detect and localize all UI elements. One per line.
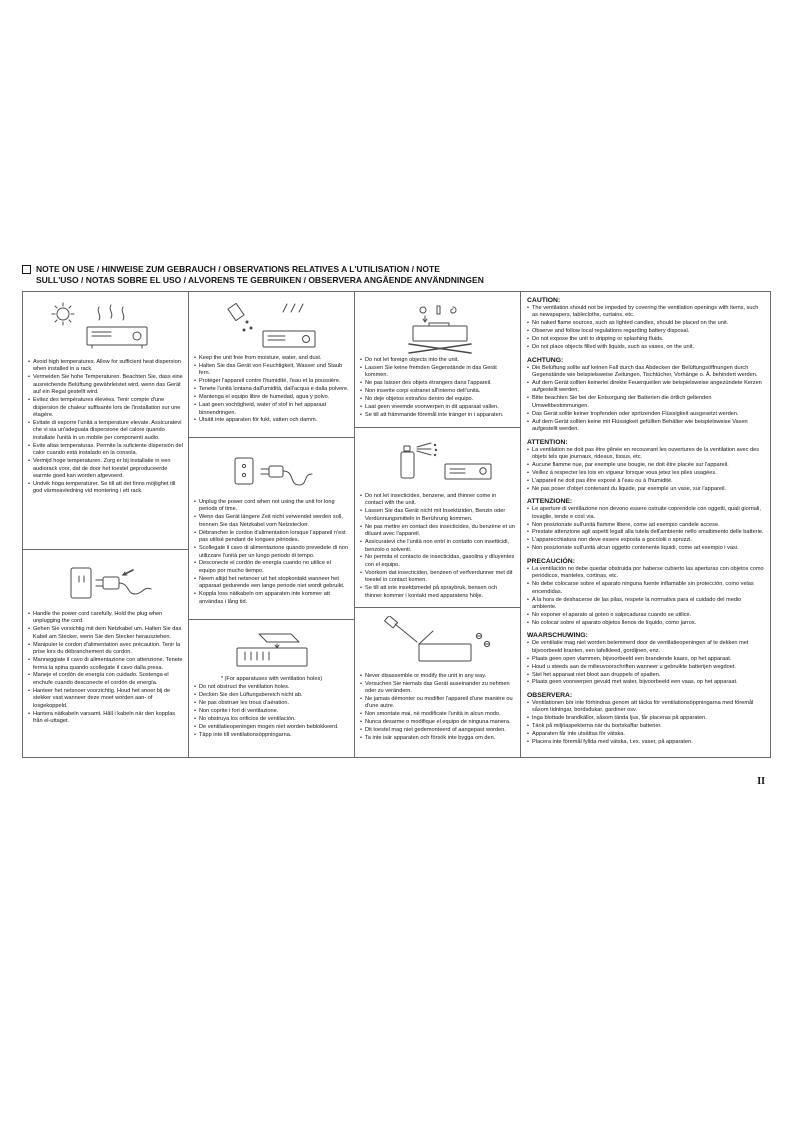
caution-bullet-list xyxy=(527,640,764,687)
note-bullet: • Assicuratevi che l'unità non entri in contatto con insetticidi, benzolo o solventi. xyxy=(360,539,515,554)
note-bullet: • Do not let foreign objects into the unit. xyxy=(360,357,515,364)
note-cell-moisture xyxy=(189,292,354,438)
ventilation-note: * (For apparatuses with ventilation holes) xyxy=(220,675,323,682)
caution-section-english xyxy=(527,297,764,352)
note-bullet: • Dit toestel mag niet gedemonteerd of aangepast worden. xyxy=(360,727,515,734)
section-header xyxy=(22,264,771,287)
note-bullet: • No deje objetos extraños dentro del equipo. xyxy=(360,396,515,403)
note-bullet: • Ta inte isär apparaten och försök inte bygga om den. xyxy=(360,735,515,742)
note-bullet: • Mantenga el equipo libre de humedad, agua y polvo. xyxy=(194,394,349,401)
caution-bullet: • Veillez à respecter les lois en vigueur lorsque vous jetez les piles usagées. xyxy=(527,470,764,477)
caution-bullet: • Auf dem Gerät sollten keinerlei direkte Feuerquellen wie beispielsweise angezündete Kerzen aufgestellt werden. xyxy=(527,380,764,395)
note-bullet: • Gehen Sie vorsichtig mit dem Netzkabel um. Halten Sie das Kabel am Stecker, wenn Sie den Stecker herausziehen. xyxy=(28,626,183,641)
caution-bullet: • No colocar sobre el aparato objetos llenos de líquido, como jarros. xyxy=(527,620,764,627)
caution-bullet: • No debe colocarse sobre el aparato ninguna fuente inflamable sin protección, como velas encendidas. xyxy=(527,581,764,596)
caution-bullet: • Inga blottade brandkällor, såsom tända ljus, får placeras på apparaten. xyxy=(527,715,764,722)
note-bullet: • Non coprite i fori di ventilazione. xyxy=(194,708,349,715)
note-bullet: • Desconecte el cordón de energía cuando no utilice el equipo por mucho tiempo. xyxy=(194,560,349,575)
caution-bullet: • Placera inte föremål fyllda med vätska, t.ex. vaser, på apparaten. xyxy=(527,739,764,746)
notes-grid xyxy=(22,291,771,758)
hold-plug-illustration xyxy=(28,554,183,611)
note-on-use-section xyxy=(22,264,771,758)
note-bullet-list xyxy=(360,493,515,600)
no-foreign-objects-illustration xyxy=(360,296,515,357)
note-bullet: • Scollegate il cavo di alimentazione quando prevedete di non utilizzare l'unità per un lungo periodo di tempo. xyxy=(194,545,349,560)
note-bullet: • Halten Sie das Gerät von Feuchtigkeit, Wasser und Staub fern. xyxy=(194,363,349,378)
notes-column-2 xyxy=(189,292,355,757)
caution-bullet: • Bitte beachten Sie bei der Entsorgung der Batterien die örtlich geltenden Umweltbestimmungen. xyxy=(527,395,764,410)
note-bullet: • Manneggiate il cavo di alimentazione con attenzione. Tenete ferma la spina quando scollegate il cavo dalla presa. xyxy=(28,657,183,672)
note-bullet: • Protéger l'appareil contre l'humidité, l'eau et la poussière. xyxy=(194,378,349,385)
note-bullet: • Täpp inte till ventilationsöppningarna. xyxy=(194,732,349,739)
caution-title: ATTENZIONE: xyxy=(527,498,573,506)
caution-bullet: • Tänk på miljöaspekterna när du bortskaffar batterier. xyxy=(527,723,764,730)
caution-bullet: • Aucune flamme nue, par exemple une bougie, ne doit être placée sur l'appareil. xyxy=(527,462,764,469)
note-bullet: • Se till att inte insektsmedel på spraybruk, bensen och thinner kommer i kontakt med apparatens hölje. xyxy=(360,585,515,600)
note-bullet: • Laat geen vreemde voorwerpen in dit apparaat vallen. xyxy=(360,404,515,411)
note-cell-high-temperature xyxy=(23,292,188,550)
note-bullet: • Vermijd hoge temperaturen. Zorg er bij installatie in een audiorack voor, dat de door het toestel geproduceerde warmte goed kan worden afgevoerd. xyxy=(28,458,183,480)
caution-bullet: • Do not expose the unit to dripping or splashing fluids. xyxy=(527,336,764,343)
note-bullet: • Keep the unit free from moisture, water, and dust. xyxy=(194,355,349,362)
caution-title: PRECAUCIÓN: xyxy=(527,557,575,565)
note-bullet: • Se till att främmande föremål inte tränger in i apparaten. xyxy=(360,412,515,419)
caution-bullet: • The ventilation should not be impeded by covering the ventilation openings with items, such as newspapers, tablecloths, curtains, etc. xyxy=(527,305,764,320)
caution-bullet: • Auf dem Gerät sollten keine mit Flüssigkeit gefüllten Behälter wie beispielsweise Vasen aufgestellt werden. xyxy=(527,419,764,434)
note-cell-disassemble xyxy=(355,608,520,757)
caution-section-spanish xyxy=(527,558,764,628)
caution-title: ACHTUNG: xyxy=(527,356,564,364)
note-bullet: • Evitate di esporre l'unità a temperature elevate. Assicuratevi che vi sia un'adeguata dispersione del calore quando installate l'unità in un mobile per componenti audio. xyxy=(28,420,183,442)
note-bullet: • Manipuler le cordon d'alimentation avec précaution. Tenir la prise lors du débranchement du cordon. xyxy=(28,642,183,657)
note-bullet: • Vermeiden Sie hohe Temperaturen. Beachten Sie, dass eine ausreichende Belüftung gewährleistet wird, wenn das Gerät auf ein Regal gestellt wird. xyxy=(28,374,183,396)
note-cell-power-cord xyxy=(23,550,188,757)
caution-bullet: • Plaats geen open vlammen, bijvoorbeeld een brandende kaars, op het apparaat. xyxy=(527,656,764,663)
caution-cell xyxy=(521,292,770,757)
note-bullet: • Laat geen vochtigheid, water of stof in het apparaat binnendringen. xyxy=(194,402,349,417)
caution-bullet: • No naked flame sources, such as lighted candles, should be placed on the unit. xyxy=(527,320,764,327)
note-bullet: • Hanteer het netsnoer voorzichtig. Houd het snoer bij de stekker vast wanneer deze moet worden aan- of losgekoppeld. xyxy=(28,688,183,710)
caution-title: CAUTION: xyxy=(527,296,561,304)
unplug-long-period-illustration xyxy=(194,442,349,499)
note-bullet: • Ne pas laisser des objets étrangers dans l'appareil. xyxy=(360,380,515,387)
caution-bullet-list xyxy=(527,506,764,553)
caution-bullet: • Das Gerät sollte keiner tropfenden oder spritzenden Flüssigkeit ausgesetzt werden. xyxy=(527,411,764,418)
caution-section-german xyxy=(527,357,764,434)
moisture-water-dust-illustration xyxy=(194,296,349,355)
note-bullet-list xyxy=(28,611,183,726)
high-temperature-illustration xyxy=(28,296,183,359)
no-insecticide-spray-illustration xyxy=(360,432,515,493)
caution-bullet-list xyxy=(527,447,764,494)
header-line1: NOTE ON USE / HINWEISE ZUM GEBRAUCH / OBSERVATIONS RELATIVES A L'UTILISATION / NOTE xyxy=(36,264,440,274)
note-bullet: • Débrancher le cordon d'alimentation lorsque l'appareil n'est pas utilisé pendant de longues périodes. xyxy=(194,530,349,545)
caution-bullet-list xyxy=(527,700,764,747)
page-number: II xyxy=(757,776,765,787)
section-header-text xyxy=(36,264,484,287)
caution-bullet: • Non posizionate sull'unità fiamme libere, come ad esempio candele accese. xyxy=(527,522,764,529)
note-bullet: • Ne jamais démonter ou modifier l'appareil d'une manière ou d'une autre. xyxy=(360,696,515,711)
caution-bullet: • Le aperture di ventilazione non devono essere ostruite coprendole con oggetti, quali giornali, tovaglie, tende e così via. xyxy=(527,506,764,521)
note-bullet: • Do not obstruct the ventilation holes. xyxy=(194,684,349,691)
ventilation-holes-illustration xyxy=(194,624,349,675)
caution-bullet: • Observe and follow local regulations regarding battery disposal. xyxy=(527,328,764,335)
caution-bullet: • Non posizionate sull'unità alcun oggetto contenente liquidi, come ad esempio i vasi. xyxy=(527,545,764,552)
open-checkbox-icon xyxy=(22,265,31,274)
note-bullet: • Neem altijd het netsnoer uit het stopkontakt wanneer het apparaat gedurende een lange periode niet wordt gebruikt. xyxy=(194,576,349,591)
caution-section-italian xyxy=(527,498,764,553)
note-bullet: • Evitez des températures élevées. Tenir compte d'une dispersion de chaleur suffisante lors de l'installation sur une étagère. xyxy=(28,397,183,419)
caution-bullet: • L'apparecchiatura non deve essere esposta a gocciolii o spruzzi. xyxy=(527,537,764,544)
notes-column-3 xyxy=(355,292,521,757)
caution-bullet: • Stel het apparaat niet bloot aan druppels of spatten. xyxy=(527,672,764,679)
note-bullet: • No permita el contacto de insecticidas, gasolina y diluyentes con el equipo. xyxy=(360,554,515,569)
note-bullet: • Voorkom dat insecticiden, benzeen of verfverdunner met dit toestel in contact komen. xyxy=(360,570,515,585)
caution-bullet: • Ne pas poser d'objet contenant du liquide, par exemple un vase, sur l'appareil. xyxy=(527,486,764,493)
caution-bullet: • Plaats geen voorwerpen gevuld met water, bijvoorbeeld een vaas, op het apparaat. xyxy=(527,679,764,686)
note-cell-foreign-objects xyxy=(355,292,520,428)
caution-title: ATTENTION: xyxy=(527,438,568,446)
note-bullet-list xyxy=(360,673,515,743)
caution-title: WAARSCHUWING: xyxy=(527,632,588,640)
note-bullet-list xyxy=(360,357,515,420)
caution-bullet: • No exponer el aparato al goteo o salpicaduras cuando se utilice. xyxy=(527,612,764,619)
caution-column xyxy=(521,292,770,757)
caution-bullet: • La ventilación no debe quedar obstruida por haberse cubierto las aperturas con objetos como periódicos, manteles, cortinas, etc. xyxy=(527,566,764,581)
note-bullet: • Non inserite corpi estranei all'interno dell'unità. xyxy=(360,388,515,395)
caution-bullet: • De ventilatie mag niet worden belemmerd door de ventilatieopeningen af te dekken met bijvoorbeeld kranten, een tafelkleed, gordijnen, enz. xyxy=(527,640,764,655)
note-bullet: • Do not let insecticides, benzene, and thinner come in contact with the unit. xyxy=(360,493,515,508)
note-bullet: • No obstruya los orificios de ventilación. xyxy=(194,716,349,723)
header-line2: SULL'USO / NOTAS SOBRE EL USO / ALVORENS TE GEBRUIKEN / OBSERVERA ANGÅENDE ANVÄNDNINGEN xyxy=(36,275,484,286)
note-bullet-list xyxy=(28,359,183,496)
note-bullet: • Decken Sie den Lüftungsbereich nicht ab. xyxy=(194,692,349,699)
note-bullet: • Unplug the power cord when not using the unit for long periods of time. xyxy=(194,499,349,514)
note-bullet: • Utsätt inte apparaten för fukt, vatten och damm. xyxy=(194,417,349,424)
caution-bullet: • Ventilationen bör inte förhindras genom att täcka för ventilationsöppningarna med föremål såsom tidningar, bordsdukar, gardiner osv. xyxy=(527,700,764,715)
note-bullet-list xyxy=(194,499,349,606)
note-bullet-list xyxy=(194,355,349,425)
note-cell-insecticide xyxy=(355,428,520,608)
note-bullet: • Lassen Sie das Gerät nicht mit Insektiziden, Benzin oder Verdünnungsmitteln in Berührung kommen. xyxy=(360,508,515,523)
caution-section-french xyxy=(527,439,764,494)
caution-bullet-list xyxy=(527,365,764,434)
caution-bullet: • Do not place objects filled with liquids, such as vases, on the unit. xyxy=(527,344,764,351)
note-bullet: • Lassen Sie keine fremden Gegenstände in das Gerät kommen. xyxy=(360,365,515,380)
note-bullet: • Koppla loss nätkabeln om apparaten inte kommer att användas i lång tid. xyxy=(194,591,349,606)
note-bullet: • Undvik höga temperaturer. Se till att det finns möjlighet till god värmeavledning vid montering i ett rack. xyxy=(28,481,183,496)
note-cell-unplug xyxy=(189,438,354,620)
caution-bullet: • Apparaten får inte utsättas för vätska. xyxy=(527,731,764,738)
caution-section-swedish xyxy=(527,692,764,747)
caution-bullet-list xyxy=(527,305,764,352)
note-bullet: • Handle the power cord carefully. Hold the plug when unplugging the cord. xyxy=(28,611,183,626)
note-bullet: • Ne pas mettre en contact des insecticides, du benzène et un diluant avec l'appareil. xyxy=(360,524,515,539)
note-cell-ventilation xyxy=(189,620,354,757)
note-bullet: • Non smontate mai, nè modificate l'unità in alcun modo. xyxy=(360,711,515,718)
caution-title: OBSERVERA: xyxy=(527,691,573,699)
note-bullet: • Nunca desarme o modifique el equipo de ninguna manera. xyxy=(360,719,515,726)
caution-bullet: • Houd u steeds aan de milieuvoorschriften wanneer u gebruikte batterijen wegdoet. xyxy=(527,664,764,671)
no-disassembly-illustration xyxy=(360,612,515,673)
caution-bullet: • Die Belüftung sollte auf keinen Fall durch das Abdecken der Belüftungsöffnungen durch Gegenstände wie beispielsweise Zeitungen, Tischtücher, Vorhänge o. Ä. behindert werden. xyxy=(527,365,764,380)
notes-column-1 xyxy=(23,292,189,757)
caution-bullet: • Prestate attenzione agli aspetti legati alla tutela dell'ambiente nello smaltimento delle batterie. xyxy=(527,529,764,536)
caution-bullet: • A la hora de deshacerse de las pilas, respete la normativa para el cuidado del medio ambiente. xyxy=(527,597,764,612)
note-bullet: • Hantera nätkabeln varsamt. Håll i kabeln när den kopplas från el-uttaget. xyxy=(28,711,183,726)
note-bullet-list xyxy=(194,684,349,739)
note-bullet: • Never disassemble or modify the unit in any way. xyxy=(360,673,515,680)
note-bullet: • Maneje el cordón de energía con cuidado. Sostenga el enchufe cuando desconecte el cordón de energía. xyxy=(28,672,183,687)
note-bullet: • Avoid high temperatures. Allow for sufficient heat dispersion when installed in a rack. xyxy=(28,359,183,374)
note-bullet: • Tenete l'unità lontana dall'umidità, dall'acqua e dalla polvere. xyxy=(194,386,349,393)
caution-bullet-list xyxy=(527,566,764,628)
caution-section-dutch xyxy=(527,632,764,687)
note-bullet: • Evite altas temperaturas. Permite la suficiente dispersión del calor cuando está instalado en la consola. xyxy=(28,443,183,458)
note-bullet: • Ne pas obstruer les trous d'aération. xyxy=(194,700,349,707)
note-bullet: • De ventilatieopeningen mogen niet worden beblokkeerd. xyxy=(194,724,349,731)
caution-bullet: • L'appareil ne doit pas être exposé à l'eau ou à l'humidité. xyxy=(527,478,764,485)
caution-bullet: • La ventilation ne doit pas être gênée en recouvrant les ouvertures de la ventilation avec des objets tels que journaux, rideaux, tissus, etc. xyxy=(527,447,764,462)
note-bullet: • Wenn das Gerät längere Zeit nicht verwendet werden soll, trennen Sie das Netzkabel vom Netzstecker. xyxy=(194,514,349,529)
note-bullet: • Versuchen Sie niemals das Gerät auseinander zu nehmen oder zu verändern. xyxy=(360,681,515,696)
